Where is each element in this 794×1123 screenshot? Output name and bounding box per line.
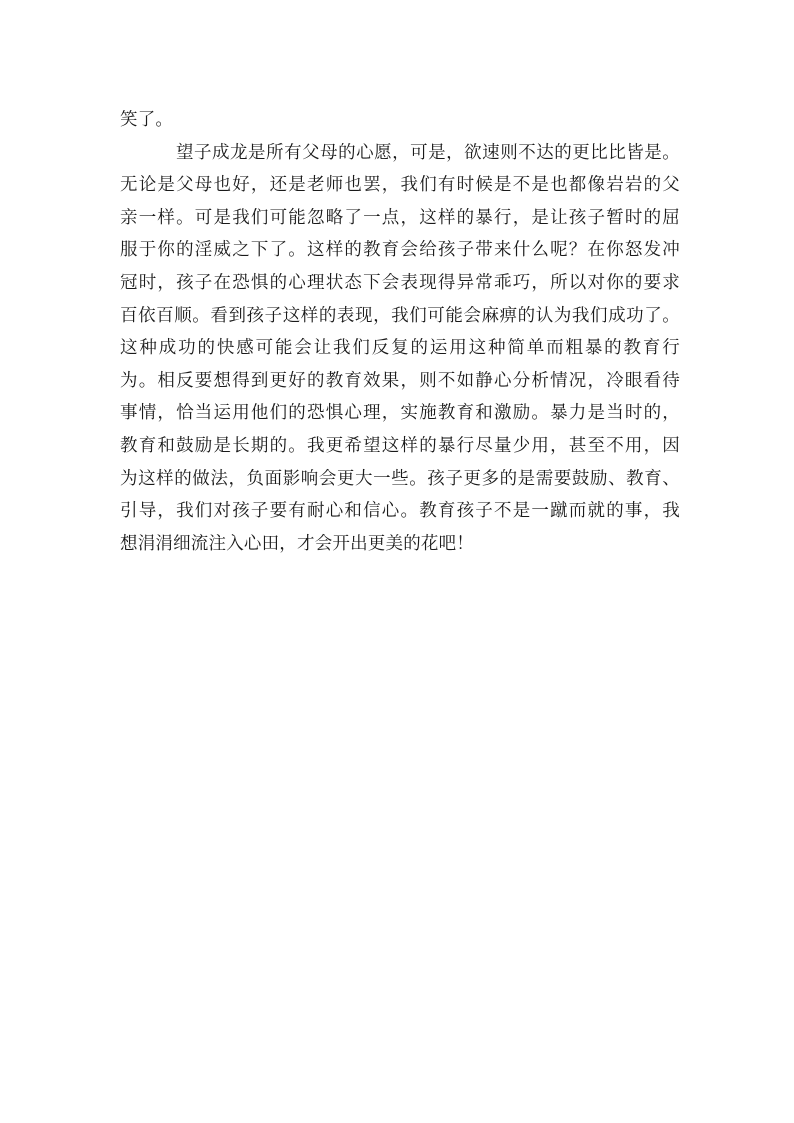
text-line: 教育和鼓励是长期的。我更希望这样的暴行尽量少用，甚至不用，因 [120, 435, 680, 456]
text-line: 笑了。 [120, 110, 174, 130]
text-line-last: 想涓涓细流注入心田，才会开出更美的花吧！ [120, 533, 474, 554]
text-line: 服于你的淫威之下了。这样的教育会给孩子带来什么呢？在你怒发冲 [120, 240, 680, 261]
article-body [120, 104, 680, 560]
text-line: 百依百顺。看到孩子这样的表现，我们可能会麻痹的认为我们成功了。 [120, 305, 680, 326]
text-line: 为。相反要想得到更好的教育效果，则不如静心分析情况，冷眼看待 [120, 370, 680, 391]
text-line: 引导，我们对孩子要有耐心和信心。教育孩子不是一蹴而就的事，我 [120, 501, 680, 522]
text-line: 为这样的做法，负面影响会更大一些。孩子更多的是需要鼓励、教育、 [120, 468, 680, 489]
text-line: 这种成功的快感可能会让我们反复的运用这种简单而粗暴的教育行 [120, 338, 680, 359]
text-line: 亲一样。可是我们可能忽略了一点，这样的暴行，是让孩子暂时的屈 [120, 207, 680, 228]
text-line: 无论是父母也好，还是老师也罢，我们有时候是不是也都像岩岩的父 [120, 175, 680, 196]
text-line: 事情，恰当运用他们的恐惧心理，实施教育和激励。暴力是当时的， [120, 403, 680, 424]
paragraph-first-line: 望子成龙是所有父母的心愿，可是，欲速则不达的更比比皆是。 [176, 142, 680, 163]
text-line: 冠时，孩子在恐惧的心理状态下会表现得异常乖巧，所以对你的要求 [120, 272, 680, 293]
